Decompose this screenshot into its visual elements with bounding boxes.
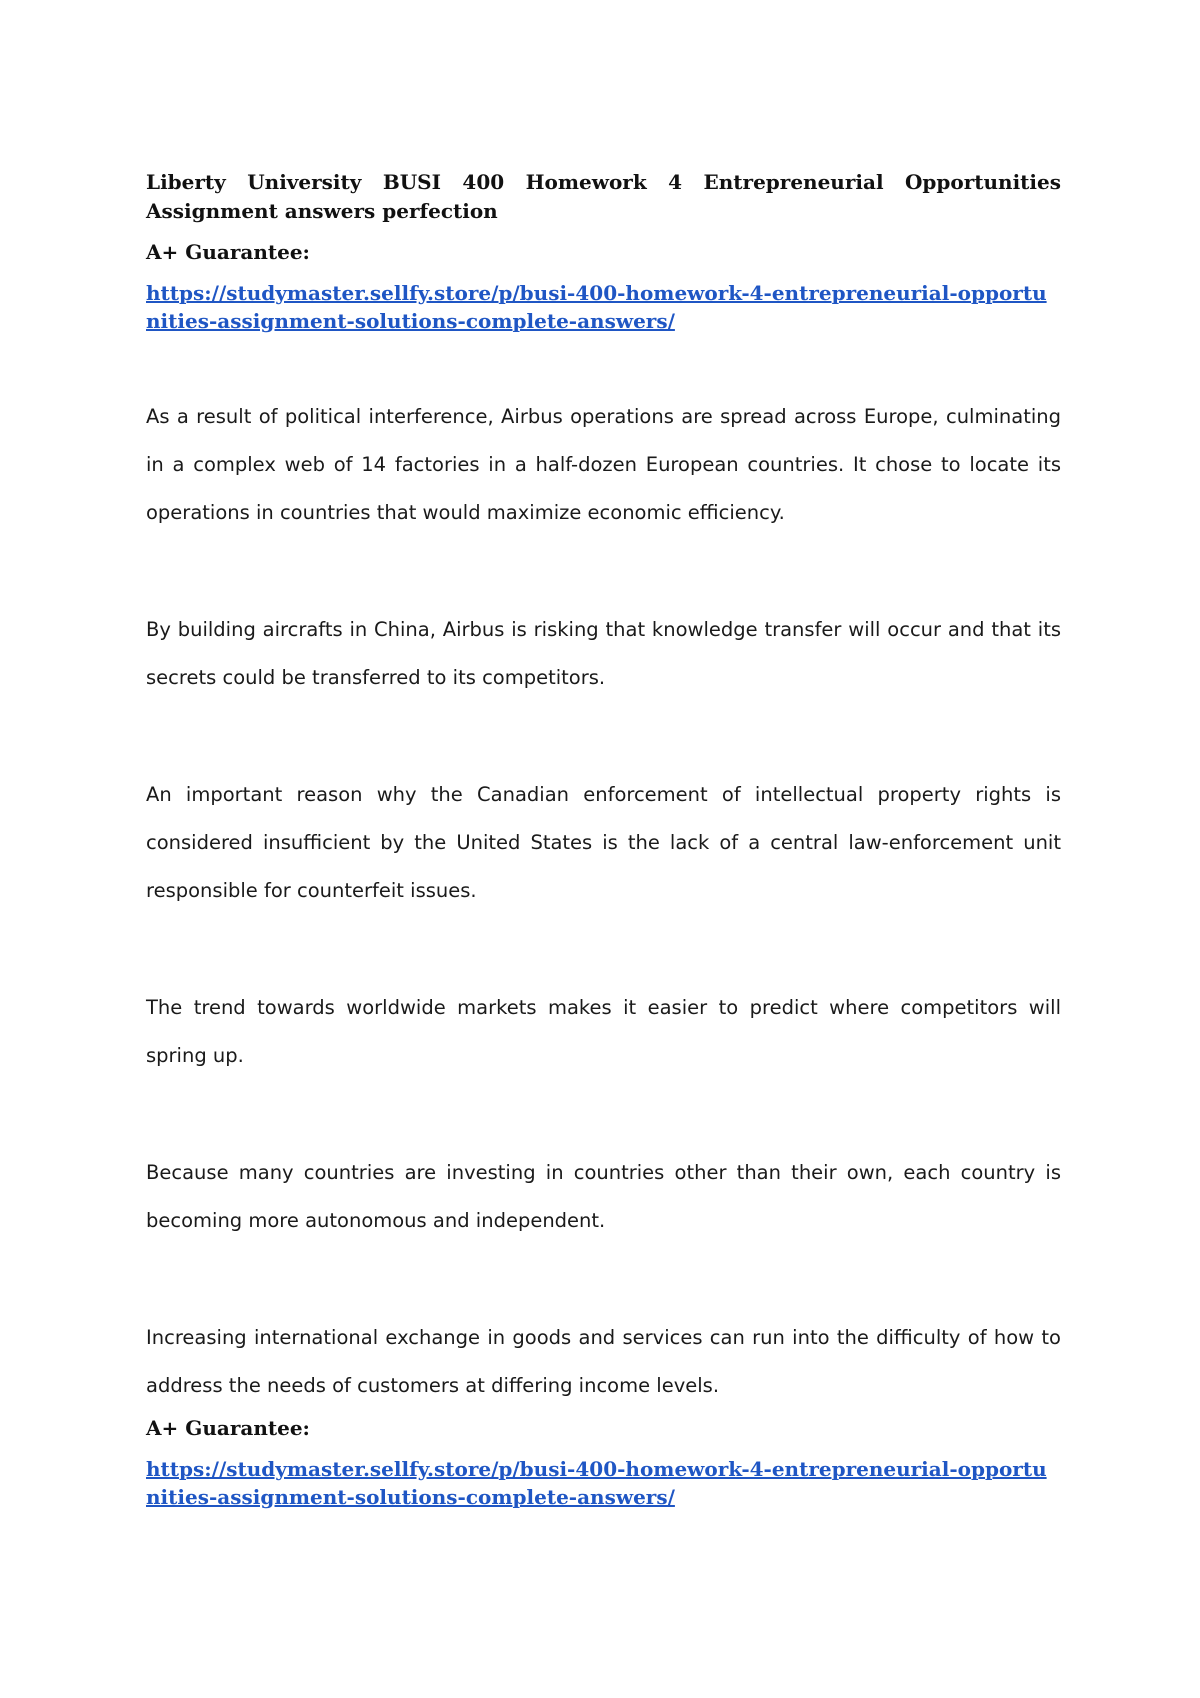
document-title: Liberty University BUSI 400 Homework 4 Entrepreneurial Opportunities Assignment answers perfection (146, 170, 1061, 223)
paragraph-worldwide-markets: The trend towards worldwide markets makes it easier to predict where competitors will spring up. (146, 996, 1061, 1067)
document-page (146, 168, 1061, 1511)
guarantee-label: A+ Guarantee: (146, 240, 310, 264)
paragraph-canadian-enforcement: An important reason why the Canadian enforcement of intellectual property rights is considered insufficient by the United States is the lack of a central law-enforcement unit responsible for counterfeit issues. (146, 783, 1061, 902)
paragraph-international-exchange: Increasing international exchange in goods and services can run into the difficulty of how to address the needs of customers at differing income levels. (146, 1326, 1061, 1397)
product-link[interactable]: https://studymaster.sellfy.store/p/busi-400-homework-4-entrepreneurial-opportunities-assignment-solutions-complete-answers/ (146, 281, 1047, 333)
paragraph-airbus-china: By building aircrafts in China, Airbus is risking that knowledge transfer will occur and that its secrets could be transferred to its competitors. (146, 618, 1061, 689)
paragraph-countries-investing: Because many countries are investing in countries other than their own, each country is becoming more autonomous and independent. (146, 1161, 1061, 1232)
paragraph-airbus-europe: As a result of political interference, Airbus operations are spread across Europe, culminating in a complex web of 14 factories in a half-dozen European countries. It chose to locate its operations in countries that would maximize economic efficiency. (146, 405, 1061, 524)
footer-guarantee-label: A+ Guarantee: (146, 1416, 310, 1440)
footer-product-link[interactable]: https://studymaster.sellfy.store/p/busi-400-homework-4-entrepreneurial-opportunities-assignment-solutions-complete-answers/ (146, 1457, 1047, 1509)
